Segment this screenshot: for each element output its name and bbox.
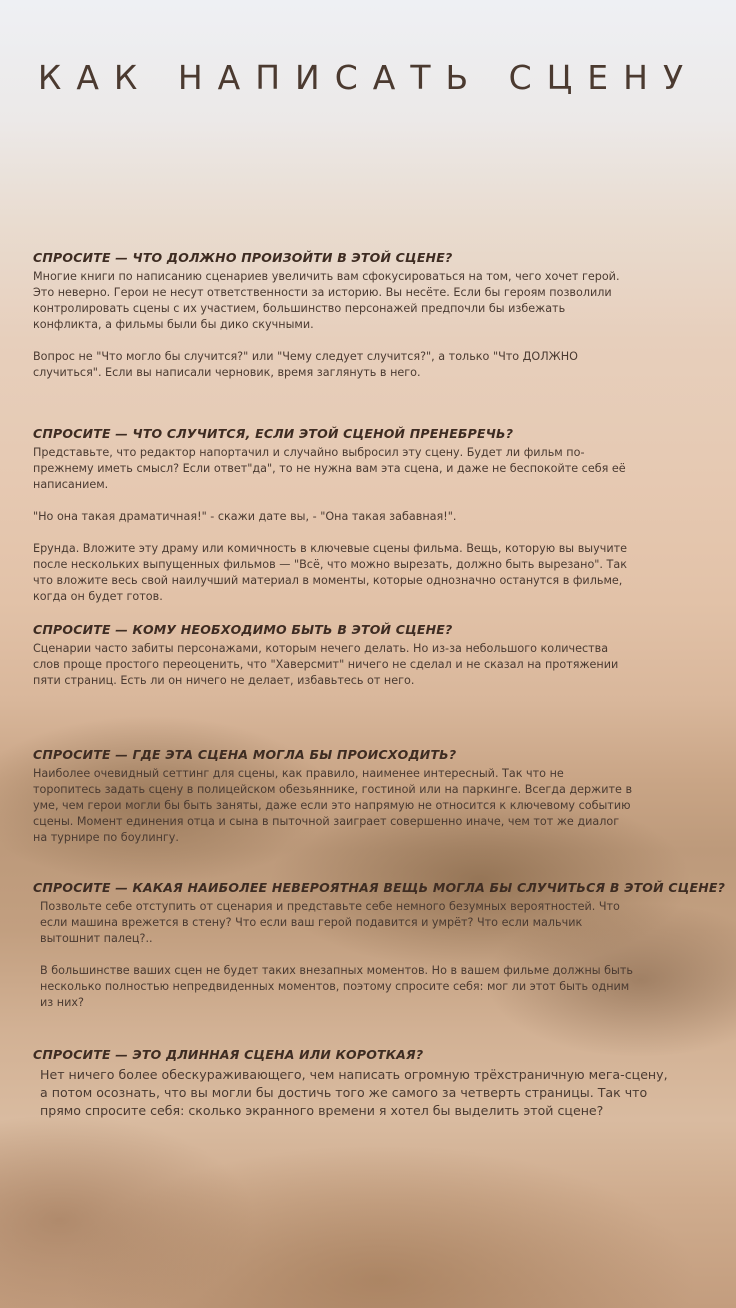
section-what-must-happen bbox=[33, 250, 633, 397]
section-heading: СПРОСИТЕ — ЭТО ДЛИННАЯ СЦЕНА ИЛИ КОРОТКАЯ? bbox=[33, 1047, 424, 1062]
section-paragraph: Представьте, что редактор напортачил и случайно выбросил эту сцену. Будет ли фильм по-прежнему иметь смысл? Если ответ"да", то не нужна вам эта сцена, и даже не беспокойте себя её написанием. bbox=[33, 446, 626, 491]
section-paragraph: В большинстве ваших сцен не будет таких внезапных моментов. Но в вашем фильме должны быть несколько полностью непредвиденных моментов, поэтому спросите себя: мог ли этот быть одним из них? bbox=[40, 964, 634, 1009]
section-long-or-short bbox=[33, 1047, 673, 1136]
section-heading: СПРОСИТЕ — ЧТО ДОЛЖНО ПРОИЗОЙТИ В ЭТОЙ СЦЕНЕ? bbox=[33, 250, 453, 265]
section-paragraph: Наиболее очевидный сеттинг для сцены, как правило, наименее интересный. Так что не торопитесь задать сцену в полицейском обезьяннике, гостиной или на паркинге. Всегда держите в уме, чем герои могли бы быть заняты, даже если это напрямую не относится к ключевому событию сцены. Момент единения отца и сына в пыточной заиграет совершенно иначе, чем тот же диалог на турнире по боулингу. bbox=[33, 767, 633, 844]
section-paragraph: Многие книги по написанию сценариев увеличить вам сфокусироваться на том, чего хочет герой. Это неверно. Герои не несут ответственности за историю. Вы несёте. Если бы героям позволили контролировать сцены с их участием, большинство персонажей предпочли бы избежать конфликта, а фильмы были бы дико скучными. bbox=[33, 270, 620, 331]
section-heading: СПРОСИТЕ — ГДЕ ЭТА СЦЕНА МОГЛА БЫ ПРОИСХОДИТЬ? bbox=[33, 747, 457, 762]
section-heading: СПРОСИТЕ — КОМУ НЕОБХОДИМО БЫТЬ В ЭТОЙ СЦЕНЕ? bbox=[33, 622, 453, 637]
section-most-unlikely bbox=[33, 880, 726, 1027]
page-title: КАК НАПИСАТЬ СЦЕНУ bbox=[37, 58, 699, 97]
section-paragraph: Сценарии часто забиты персонажами, которым нечего делать. Но из-за небольшого количества слов проще простого переоценить, что "Хаверсмит" ничего не сделал и не сказал на протяжении пяти страниц. Есть ли он ничего не делает, избавьтесь от него. bbox=[33, 642, 619, 687]
section-who-is-needed bbox=[33, 622, 633, 705]
section-heading: СПРОСИТЕ — КАКАЯ НАИБОЛЕЕ НЕВЕРОЯТНАЯ ВЕЩЬ МОГЛА БЫ СЛУЧИТЬСЯ В ЭТОЙ СЦЕНЕ? bbox=[33, 880, 726, 895]
section-paragraph: Ерунда. Вложите эту драму или комичность в ключевые сцены фильма. Вещь, которую вы выучите после нескольких выпущенных фильмов — "Всё, что можно вырезать, должно быть вырезано". Так что вложите весь свой наилучший материал в моменты, которые однозначно останутся в фильме, когда он будет готов. bbox=[33, 542, 628, 603]
section-if-neglected bbox=[33, 426, 633, 621]
section-where bbox=[33, 747, 633, 862]
section-paragraph: Вопрос не "Что могло бы случится?" или "Чему следует случится?", а только "Что ДОЛЖНО случиться". Если вы написали черновик, время заглянуть в него. bbox=[33, 350, 578, 379]
section-heading: СПРОСИТЕ — ЧТО СЛУЧИТСЯ, ЕСЛИ ЭТОЙ СЦЕНОЙ ПРЕНЕБРЕЧЬ? bbox=[33, 426, 514, 441]
section-paragraph: Позвольте себе отступить от сценария и представьте себе немного безумных вероятностей. Что если машина врежется в стену? Что если ваш герой подавится и умрёт? Что если мальчик вытошнит палец?.. bbox=[40, 900, 620, 945]
section-paragraph: Нет ничего более обескураживающего, чем написать огромную трёхстраничную мега-сцену, а потом осознать, что вы могли бы достичь того же самого за четверть страницы. Так что прямо спросите себя: сколько экранного времени я хотел бы выделить этой сцене? bbox=[40, 1067, 668, 1118]
section-paragraph: "Но она такая драматичная!" - скажи дате вы, - "Она такая забавная!". bbox=[33, 510, 457, 523]
